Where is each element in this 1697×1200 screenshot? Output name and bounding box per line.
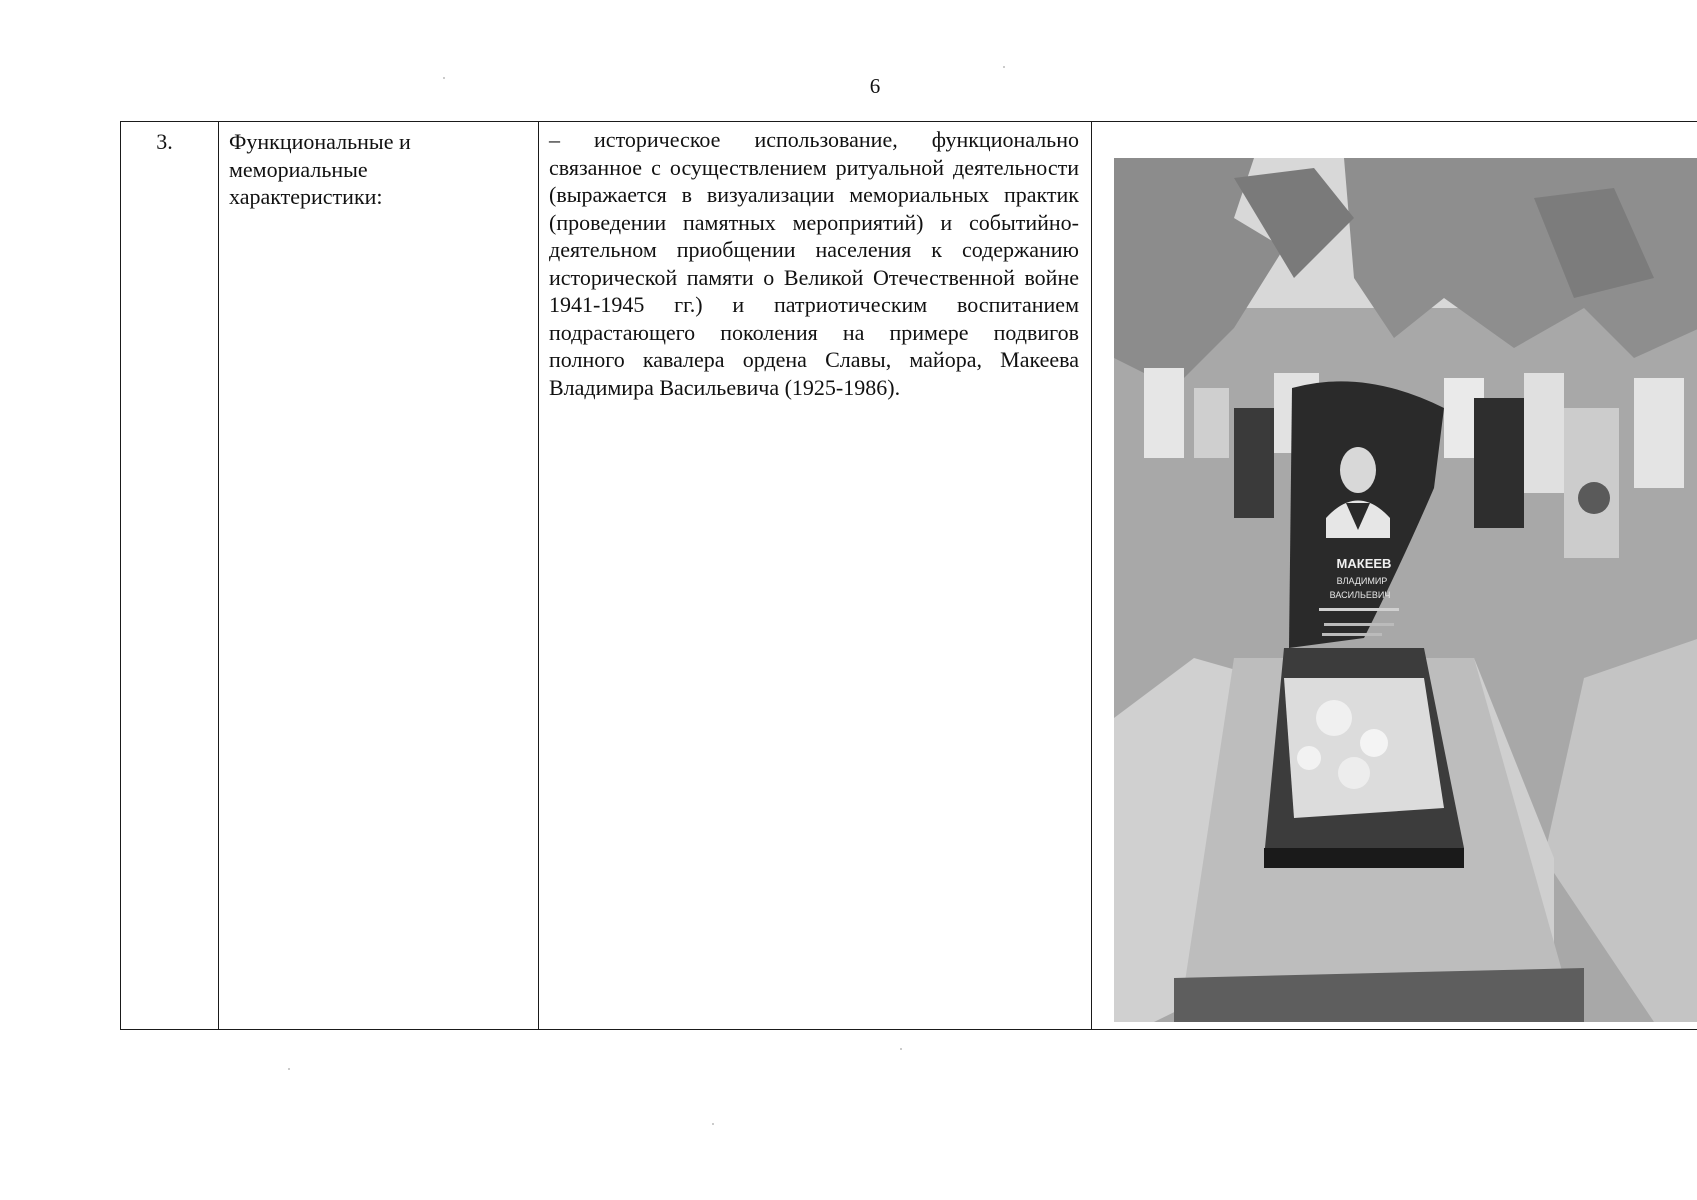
- memorial-photo: [1114, 158, 1697, 1022]
- photo-cell: [1092, 122, 1697, 1030]
- row-description: – историческое использование, функционально связанное с осуществлением ритуальной деятельности (выражается в визуализации мемориальных практик (проведении памятных мероприятий) и событийно-деятельном приобщении населения к содержанию исторической памяти о Великой Отечественной войне 1941-1945 гг.) и патриотическим воспитанием подрастающего поколения на примере подвигов полного кавалера ордена Славы, майора, Макеева Владимира Васильевича (1925-1986).: [539, 122, 1092, 1030]
- row-number: 3.: [121, 122, 219, 1030]
- stone-surname: МАКЕЕВ: [1336, 556, 1392, 571]
- characteristics-table: [120, 121, 1697, 1030]
- scan-speck: [1003, 66, 1005, 68]
- scan-speck: [900, 1048, 902, 1050]
- scan-speck: [443, 77, 445, 79]
- stone-patronymic: ВАСИЛЬЕВИЧ: [1329, 590, 1391, 600]
- table-row: [121, 122, 1697, 1030]
- stone-name: ВЛАДИМИР: [1336, 576, 1388, 586]
- row-label-text: Функциональные и мемориальные характеристики:: [229, 129, 411, 209]
- scan-speck: [288, 1068, 290, 1070]
- row-label: [219, 122, 539, 1030]
- page-number: 6: [869, 74, 881, 98]
- scan-speck: [712, 1123, 714, 1125]
- gravestone-image: [1114, 158, 1697, 1022]
